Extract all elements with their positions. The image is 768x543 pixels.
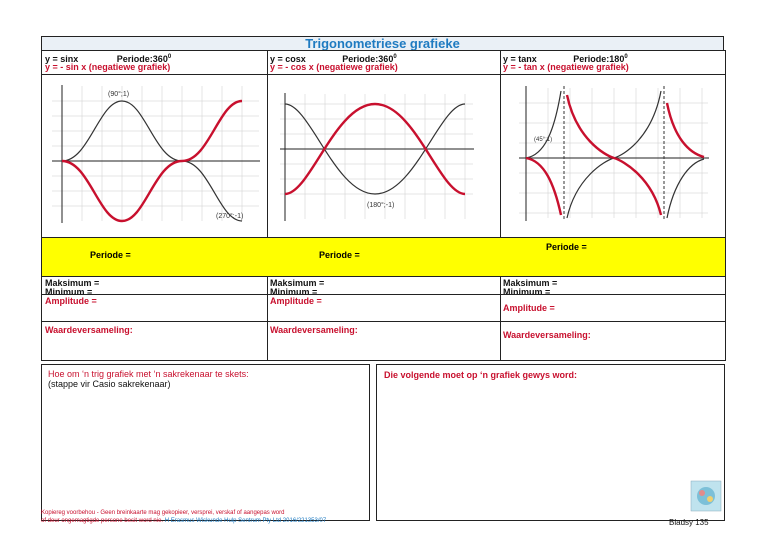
negative-equation-label: y = - cos x (negatiewe grafiek) bbox=[270, 62, 398, 72]
page-title: Trigonometriese grafieke bbox=[41, 36, 724, 51]
period-label: $Periode:360^0$ bbox=[116, 54, 172, 64]
period-field: Periode = bbox=[319, 250, 360, 260]
min-field: Minimum = bbox=[45, 287, 93, 297]
period-cell bbox=[500, 237, 725, 277]
tangent-graph bbox=[514, 83, 710, 223]
amplitude-field: Amplitude = bbox=[270, 296, 322, 306]
point-label: (45°;1) bbox=[534, 137, 553, 143]
tan-curve bbox=[526, 91, 561, 158]
negative-equation-label: y = - sin x (negatiewe grafiek) bbox=[45, 62, 171, 72]
min-point-label: (270°;-1) bbox=[216, 213, 244, 220]
logo-image bbox=[690, 480, 722, 512]
amplitude-cell bbox=[42, 294, 267, 322]
max-min-cell bbox=[500, 276, 725, 295]
period-cell bbox=[42, 237, 267, 277]
copyright-line-1: Kopiereg voorbehou - Geen breinkaarte mag gekopieer, versprei, verskaf of aangepas word bbox=[41, 510, 285, 516]
amplitude-cell bbox=[500, 294, 725, 322]
period-field: Periode = bbox=[90, 250, 131, 260]
min-field: Minimum = bbox=[270, 287, 318, 297]
column-tan bbox=[500, 51, 725, 360]
graph-requirements-title: Die volgende moet op ‘n grafiek gewys word: bbox=[384, 370, 578, 380]
amplitude-field: Amplitude = bbox=[503, 303, 555, 313]
equation-label: y = cosx bbox=[270, 54, 306, 64]
page-number: Bladsy 135 bbox=[669, 518, 709, 527]
amplitude-cell bbox=[267, 294, 500, 322]
cosine-graph bbox=[275, 89, 475, 224]
range-cell bbox=[500, 321, 725, 360]
graph-requirements-box bbox=[376, 364, 725, 521]
sine-graph bbox=[44, 81, 264, 226]
range-field: Waardeversameling: bbox=[503, 330, 591, 340]
max-min-cell bbox=[42, 276, 267, 295]
period-label: $Periode:180^0$ bbox=[573, 54, 628, 64]
min-field: Minimum = bbox=[503, 287, 551, 297]
max-point-label: (90°;1) bbox=[108, 91, 130, 98]
column-sin bbox=[42, 51, 268, 360]
range-field: Waardeversameling: bbox=[270, 325, 358, 335]
range-cell bbox=[42, 321, 267, 360]
max-field: Maksimum = bbox=[503, 278, 558, 288]
company-name: H Erasmus Wiskunde Hulp Sentrum Pty Ltd 2016/221353/07 bbox=[164, 518, 327, 524]
min-point-label: (180°;-1) bbox=[367, 202, 395, 209]
copyright-line-2: of deur ongemagtigde persone besit word nie. H Erasmus Wiskunde Hulp Sentrum Pty Ltd 2016/221353/07 bbox=[41, 518, 327, 524]
range-field: Waardeversameling: bbox=[45, 325, 133, 335]
calculator-steps-title: Hoe om ‘n trig grafiek met ‘n sakrekenaar te skets: bbox=[48, 369, 249, 379]
equation-label: y = sinx bbox=[45, 54, 79, 64]
calculator-steps-box bbox=[41, 364, 370, 521]
trig-table bbox=[41, 50, 726, 361]
max-field: Maksimum = bbox=[45, 278, 100, 288]
negative-equation-label: y = - tan x (negatiewe grafiek) bbox=[503, 62, 629, 72]
max-min-cell bbox=[267, 276, 500, 295]
calculator-steps-subtitle: (stappe vir Casio sakrekenaar) bbox=[48, 379, 171, 389]
period-label: $Periode:360^0$ bbox=[342, 54, 397, 64]
neg-tan-curve bbox=[526, 158, 561, 215]
period-cell bbox=[267, 237, 500, 277]
period-field: Periode = bbox=[546, 242, 587, 252]
range-cell bbox=[267, 321, 500, 360]
max-field: Maksimum = bbox=[270, 278, 325, 288]
column-cos bbox=[267, 51, 501, 360]
equation-label: y = tanx bbox=[503, 54, 537, 64]
amplitude-field: Amplitude = bbox=[45, 296, 97, 306]
